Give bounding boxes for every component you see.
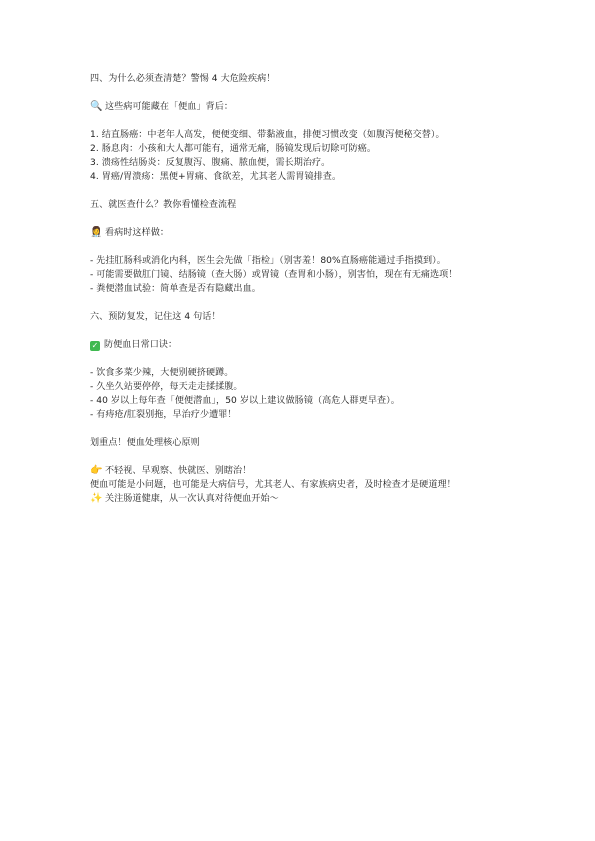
summary-heading: 划重点！便血处理核心原则 (90, 438, 200, 448)
section-5-intro (90, 226, 555, 240)
list-item: - 久坐久站要停停，每天走走揉揉腹。 (90, 382, 243, 392)
spacer (90, 212, 555, 226)
list-item: - 饮食多菜少辣，大便别硬挤硬蹲。 (90, 368, 234, 378)
spacer (90, 240, 555, 254)
summary-body: 便血可能是小问题，也可能是大病信号，尤其老人、有家族病史者，及时检查才是硬道理！ (90, 480, 456, 490)
list-item: - 先挂肛肠科或消化内科，医生会先做「指检」（别害羞！80%直肠癌能通过手指摸到）。 (90, 256, 446, 266)
section-6-intro (90, 338, 555, 352)
section-4-heading: 四、为什么必须查清楚？警惕 4 大危险疾病！ (90, 74, 276, 84)
summary-point (90, 464, 555, 478)
spacer (90, 86, 555, 100)
section-4-intro (90, 100, 555, 114)
spacer (90, 352, 555, 366)
section-4-intro-text: 这些病可能藏在「便血」背后： (105, 102, 234, 112)
list-item: 3. 溃疡性结肠炎：反复腹泻、腹痛、脓血便，需长期治疗。 (90, 158, 331, 168)
list-item: - 可能需要做肛门镜、结肠镜（查大肠）或胃镜（查胃和小肠），别害怕，现在有无痛选项！ (90, 270, 458, 280)
sparkles-icon: ✨ (90, 493, 103, 504)
spacer (90, 450, 555, 464)
summary-closing-text: 关注肠道健康，从一次认真对待便血开始～ (105, 494, 279, 504)
list-item: 1. 结直肠癌：中老年人高发，便便变细、带黏液血，排便习惯改变（如腹泻便秘交替）。 (90, 130, 445, 140)
pointing-hand-icon: 👉 (90, 465, 103, 476)
list-item: 4. 胃癌/胃溃疡：黑便+胃痛、食欲差，尤其老人需胃镜排查。 (90, 172, 342, 182)
doctor-icon: 👩‍⚕️ (90, 227, 103, 238)
list-item: - 有痔疮/肛裂别拖，早治疗少遭罪！ (90, 410, 237, 420)
spacer (90, 114, 555, 128)
section-5-heading: 五、就医查什么？教你看懂检查流程 (90, 200, 237, 210)
spacer (90, 422, 555, 436)
list-item: 2. 肠息肉：小孩和大人都可能有，通常无痛，肠镜发现后切除可防癌。 (90, 144, 377, 154)
check-icon: ✓ (91, 341, 99, 350)
section-6-heading: 六、预防复发，记住这 4 句话！ (90, 312, 221, 322)
summary-closing (90, 492, 555, 506)
section-5-intro-text: 看病时这样做： (105, 228, 170, 238)
spacer (90, 324, 555, 338)
spacer (90, 296, 555, 310)
list-item: - 粪便潜血试验：简单查是否有隐藏出血。 (90, 284, 261, 294)
document-page (90, 72, 555, 506)
spacer (90, 184, 555, 198)
list-item: - 40 岁以上每年查「便便潜血」，50 岁以上建议做肠镜（高危人群更早查）。 (90, 396, 400, 406)
section-6-intro-text: 防便血日常口诀： (104, 340, 178, 350)
summary-point-text: 不轻视、早观察、快就医、别瞎治！ (105, 466, 252, 476)
magnifier-icon: 🔍 (90, 101, 103, 112)
